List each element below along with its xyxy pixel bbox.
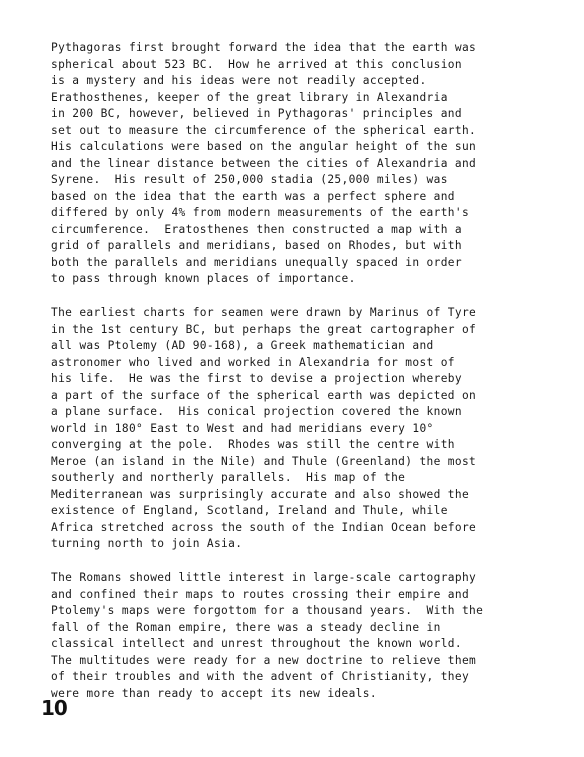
page-number: 10: [41, 696, 67, 720]
paragraph-romans: The Romans showed little interest in large-scale cartography and confined their maps to routes crossing their empire and Ptolemy's maps were forgottom for a thousand years. With the fall of the Roman empire, there was a steady decline in classical intellect and unrest throughout the known world. The multitudes were ready for a new doctrine to relieve them of their troubles and with the advent of Christianity, they were more than ready to accept its new ideals.: [51, 571, 484, 700]
paragraph-pythagoras: Pythagoras first brought forward the idea that the earth was spherical about 523 BC. How he arrived at this conclusion is a mystery and his ideas were not readily accepted. Erathosthenes, keeper of the great library in Alexandria in 200 BC, however, believed in Pythagoras' principles and set out to measure the circumference of the spherical earth. His calculations were based on the angular height of the sun and the linear distance between the cities of Alexandria and Syrene. His result of 250,000 stadia (25,000 miles) was based on the idea that the earth was a perfect sphere and differed by only 4% from modern measurements of the earth's circumference. Eratosthenes then constructed a map with a grid of parallels and meridians, based on Rhodes, but with both the parallels and meridians unequally spaced in order to pass through known places of importance.: [51, 41, 477, 285]
paragraph-ptolemy: The earliest charts for seamen were drawn by Marinus of Tyre in the 1st century BC, but perhaps the great cartographer of all was Ptolemy (AD 90-168), a Greek mathematician and astronomer who lived and worked in Alexandria for most of his life. He was the first to devise a projection whereby a part of the surface of the spherical earth was depicted on a plane surface. His conical projection covered the known world in 180° East to West and had meridians every 10° converging at the pole. Rhodes was still the centre with Meroe (an island in the Nile) and Thule (Greenland) the most southerly and northerly parallels. His map of the Mediterranean was surprisingly accurate and also showed the existence of England, Scotland, Ireland and Thule, while Africa stretched across the south of the Indian Ocean before turning north to join Asia.: [51, 306, 477, 550]
